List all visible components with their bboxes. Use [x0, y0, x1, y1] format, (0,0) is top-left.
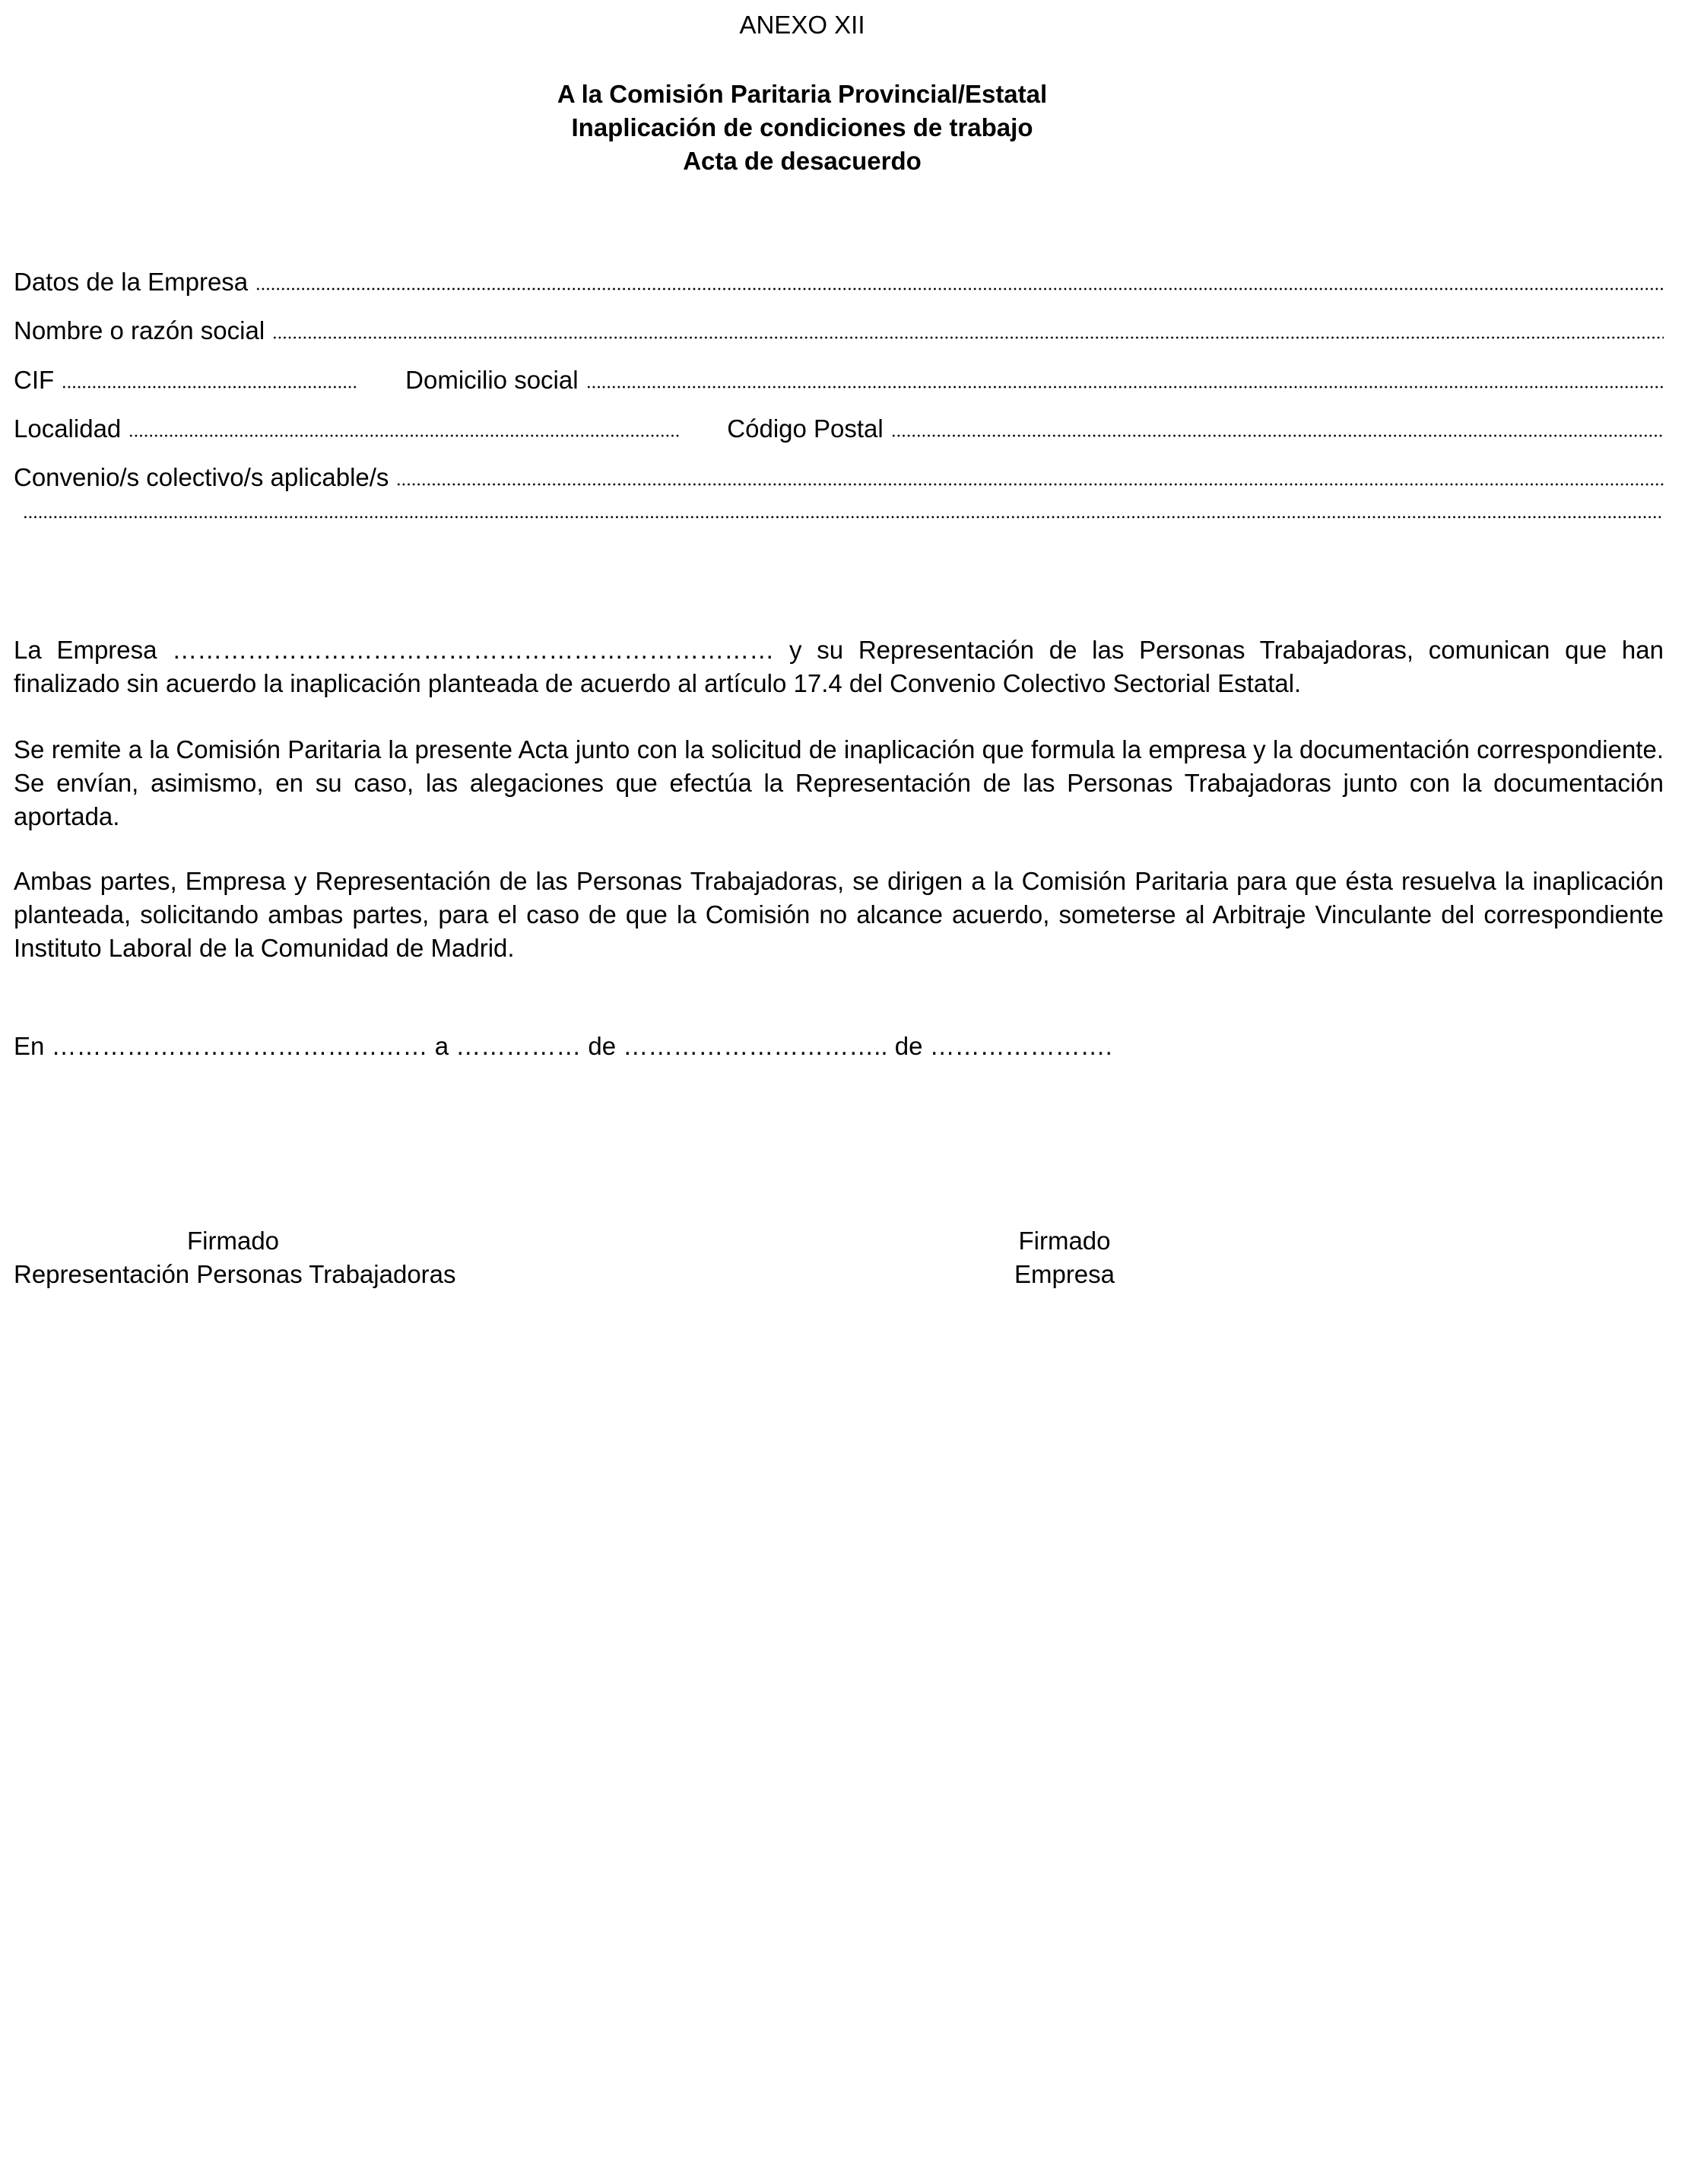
fill-line[interactable]	[272, 336, 1664, 339]
paragraph-1	[14, 633, 1664, 700]
fill-line-cif[interactable]	[62, 386, 358, 389]
document-title	[0, 78, 1604, 178]
label-localidad: Localidad	[14, 414, 122, 443]
fill-line[interactable]	[396, 483, 1664, 486]
title-line-2: Inaplicación de condiciones de trabajo	[571, 113, 1033, 141]
field-cif-domicilio	[14, 366, 1664, 396]
field-localidad-cp	[14, 414, 1664, 445]
paragraph-text: Se remite a la Comisión Paritaria la presente Acta junto con la solicitud de inaplicación que formula la empresa y la documentación correspondiente. Se envían, asimismo, en su caso, las alegaciones que efectúa la Representación de las Personas Trabajadoras junto con la documentación aportada.	[14, 735, 1664, 830]
label-nombre: Nombre o razón social	[14, 316, 265, 344]
paragraph-2	[14, 733, 1664, 833]
label-cif: CIF	[14, 366, 55, 394]
field-convenio-continued[interactable]	[23, 516, 1664, 546]
signatory-role: Empresa	[1014, 1260, 1115, 1288]
annex-heading: ANEXO XII	[739, 11, 865, 39]
signatory-role: Representación Personas Trabajadoras	[14, 1260, 456, 1288]
fill-line-localidad[interactable]	[129, 434, 680, 437]
signature-company	[996, 1224, 1133, 1291]
title-line-3: Acta de desacuerdo	[683, 147, 922, 175]
fill-line-codigo-postal[interactable]	[891, 434, 1664, 437]
fill-line[interactable]	[255, 287, 1664, 290]
signed-label: Firmado	[1018, 1227, 1111, 1255]
label-datos-empresa: Datos de la Empresa	[14, 268, 249, 296]
label-codigo-postal: Código Postal	[727, 414, 884, 443]
paragraph-text: La Empresa ……………………………………………………………… y su Representación de las Personas Trabajadoras, comunican que han finalizado sin acuerdo la inaplicación planteada de acuerdo al artículo 17.4 del Convenio Colectivo Sectorial Estatal.	[14, 636, 1664, 697]
date-line-text: En ……………………………………… a …………… de ………………………….. de ………………….	[14, 1032, 1112, 1060]
date-place-line	[14, 1030, 1664, 1063]
signature-workers	[14, 1224, 456, 1291]
paragraph-3	[14, 865, 1664, 965]
fill-line-domicilio[interactable]	[586, 386, 1664, 389]
field-nombre[interactable]	[14, 316, 1664, 347]
paragraph-text: Ambas partes, Empresa y Representación de las Personas Trabajadoras, se dirigen a la Comisión Paritaria para que ésta resuelva la inaplicación planteada, solicitando ambas partes, para el caso de que la Comisión no alcance acuerdo, someterse al Arbitraje Vinculante del correspondiente Instituto Laboral de la Comunidad de Madrid.	[14, 867, 1664, 962]
title-line-1: A la Comisión Paritaria Provincial/Estatal	[557, 80, 1048, 108]
fill-line[interactable]	[23, 516, 1664, 519]
field-convenio[interactable]	[14, 463, 1664, 494]
label-convenio: Convenio/s colectivo/s aplicable/s	[14, 463, 389, 491]
field-datos-empresa[interactable]	[14, 268, 1664, 298]
label-domicilio: Domicilio social	[405, 366, 579, 394]
signed-label: Firmado	[187, 1227, 280, 1255]
